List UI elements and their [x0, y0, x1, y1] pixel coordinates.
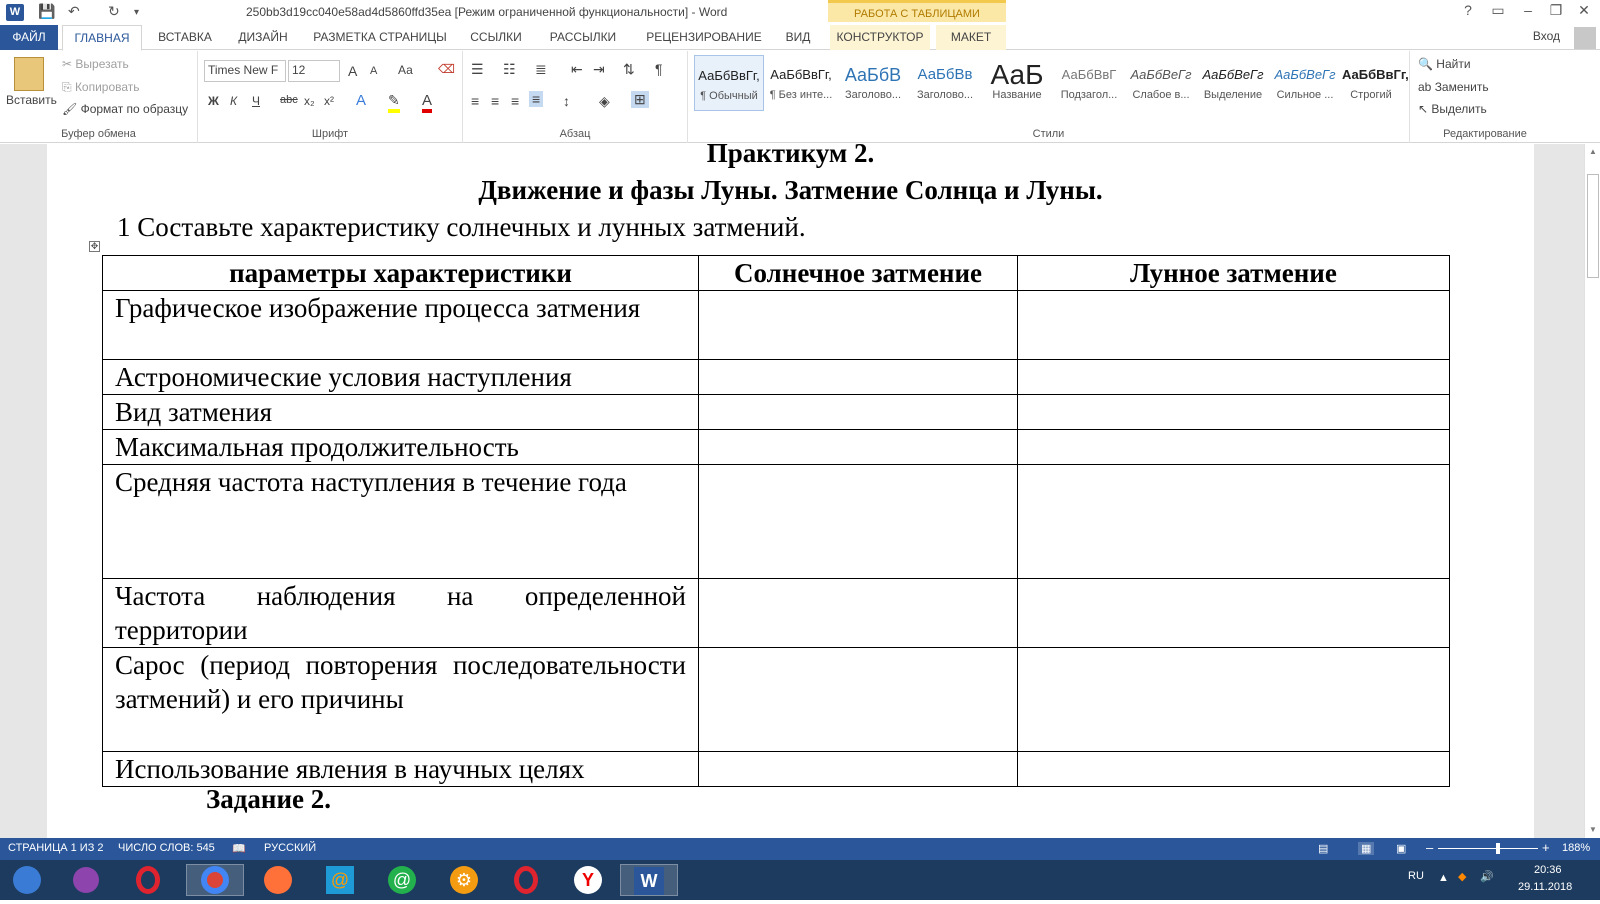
- increase-indent-icon[interactable]: ⇥: [593, 61, 605, 77]
- tray-app-icon[interactable]: ◆: [1458, 871, 1467, 883]
- yandex-browser-icon[interactable]: Y: [564, 864, 612, 896]
- table-row: [103, 465, 1450, 579]
- strikethrough-button[interactable]: abc: [280, 94, 298, 106]
- solar-cell[interactable]: [699, 360, 1018, 395]
- minimize-button[interactable]: –: [1524, 2, 1532, 18]
- paragraph-group: [463, 51, 688, 143]
- lunar-cell[interactable]: [1018, 648, 1450, 752]
- style-sample: АаБбВвГг,: [1342, 67, 1409, 82]
- sign-in-link[interactable]: Вход: [1532, 29, 1560, 43]
- italic-button[interactable]: К: [230, 94, 238, 108]
- page-count[interactable]: СТРАНИЦА 1 ИЗ 2: [8, 842, 104, 854]
- style-name: Выделение: [1203, 89, 1263, 101]
- scroll-up-icon[interactable]: ▲: [1589, 147, 1597, 156]
- solar-cell[interactable]: [699, 395, 1018, 430]
- solar-cell[interactable]: [699, 752, 1018, 787]
- select-label: Выделить: [1431, 102, 1487, 116]
- multilevel-list-icon[interactable]: ≣: [535, 61, 547, 77]
- status-bar: [0, 838, 1600, 860]
- font-group: [198, 51, 463, 143]
- font-size-select[interactable]: 12: [288, 60, 340, 82]
- style-sample: АаБбВв: [917, 66, 973, 83]
- table-row: [103, 648, 1450, 752]
- header-solar[interactable]: Солнечное затмение: [699, 256, 1018, 291]
- input-language[interactable]: RU: [1408, 870, 1424, 882]
- table-row: [103, 360, 1450, 395]
- close-button[interactable]: ✕: [1578, 2, 1590, 18]
- editing-group: [1410, 51, 1560, 143]
- style-name: Слабое в...: [1132, 89, 1190, 101]
- vertical-scrollbar[interactable]: [1584, 144, 1600, 838]
- opera-icon[interactable]: [124, 864, 172, 896]
- mail-agent-icon[interactable]: @: [316, 864, 364, 896]
- row-label[interactable]: Сарос (период повторения последовательности затмений) и его причины: [103, 648, 699, 752]
- tab-table-design[interactable]: КОНСТРУКТОР: [830, 25, 930, 50]
- align-center-icon[interactable]: ≡: [491, 93, 500, 109]
- document-subtitle: Движение и фазы Луны. Затмение Солнца и Луны.: [478, 175, 1103, 205]
- select-button[interactable]: ↖ Выделить: [1418, 102, 1487, 116]
- document-title: Практикум 2.: [706, 138, 875, 168]
- style-name: Строгий: [1350, 89, 1392, 101]
- solar-cell[interactable]: [699, 291, 1018, 360]
- font-group-label: Шрифт: [311, 128, 349, 140]
- scroll-down-icon[interactable]: ▼: [1589, 825, 1597, 834]
- document-area: [0, 138, 1584, 838]
- task-2-heading: Задание 2.: [206, 784, 332, 814]
- style-sample: АаБбВеГг: [1130, 67, 1192, 82]
- table-move-handle[interactable]: ✥: [90, 241, 99, 251]
- cortana-mic-icon[interactable]: [62, 864, 110, 896]
- bullets-icon[interactable]: ☰: [471, 61, 484, 77]
- lunar-cell[interactable]: [1018, 752, 1450, 787]
- clipboard-group-label: Буфер обмена: [61, 128, 136, 140]
- ribbon: [0, 51, 1600, 143]
- firefox-icon[interactable]: [254, 864, 302, 896]
- style-sample: АаБбВвГг,: [770, 67, 832, 82]
- print-layout-icon[interactable]: ▦: [1358, 842, 1374, 855]
- clear-format-icon[interactable]: ⌫: [438, 62, 455, 76]
- superscript-button[interactable]: x²: [324, 94, 334, 108]
- table-row: [103, 579, 1450, 648]
- format-painter-label: Формат по образцу: [80, 102, 189, 116]
- replace-button[interactable]: ab Заменить: [1418, 80, 1489, 94]
- style-heading-2[interactable]: [910, 55, 980, 111]
- tab-view[interactable]: ВИД: [785, 30, 811, 44]
- underline-button[interactable]: Ч: [252, 94, 260, 108]
- paragraph-group-label: Абзац: [559, 128, 591, 140]
- zoom-out-button[interactable]: –: [1426, 840, 1434, 855]
- table-row: [103, 395, 1450, 430]
- style-sample: АаБбВвГ: [1061, 67, 1117, 82]
- restore-button[interactable]: ❐: [1549, 2, 1563, 18]
- avatar[interactable]: [1574, 27, 1596, 49]
- shading-icon[interactable]: ◈: [599, 93, 610, 109]
- table-row: [103, 752, 1450, 787]
- style-sample: АаБ: [990, 59, 1044, 90]
- icq-icon[interactable]: @: [378, 864, 426, 896]
- lunar-cell[interactable]: [1018, 360, 1450, 395]
- copy-label: Копировать: [74, 80, 140, 94]
- copy-button[interactable]: ⎘ Копировать: [62, 80, 140, 94]
- justify-icon[interactable]: ≡: [529, 91, 543, 107]
- save-icon[interactable]: 💾: [38, 3, 56, 19]
- tab-references[interactable]: ССЫЛКИ: [470, 30, 522, 44]
- help-button[interactable]: ?: [1464, 2, 1472, 18]
- grow-font-button[interactable]: A: [348, 63, 358, 79]
- word-count[interactable]: ЧИСЛО СЛОВ: 545: [118, 842, 215, 854]
- align-left-icon[interactable]: ≡: [471, 93, 480, 109]
- row-label[interactable]: Использование явления в научных целях: [103, 752, 699, 787]
- scroll-thumb[interactable]: [1587, 174, 1599, 278]
- tab-insert[interactable]: ВСТАВКА: [158, 30, 212, 44]
- style-name: Сильное ...: [1276, 89, 1334, 101]
- language-indicator[interactable]: РУССКИЙ: [264, 842, 317, 854]
- customize-qat-icon[interactable]: ▾: [134, 7, 140, 18]
- tab-review[interactable]: РЕЦЕНЗИРОВАНИЕ: [646, 30, 762, 44]
- tray-expand-icon[interactable]: ▲: [1438, 872, 1449, 884]
- format-painter-button[interactable]: 🖌 Формат по образцу: [62, 102, 189, 116]
- styles-group: [688, 51, 1410, 143]
- proofing-icon[interactable]: 📖: [232, 843, 246, 855]
- show-marks-icon[interactable]: ¶: [655, 61, 663, 77]
- replace-label: Заменить: [1434, 80, 1489, 94]
- change-case-button[interactable]: Аа: [398, 63, 413, 77]
- style-name: Заголово...: [916, 89, 974, 101]
- table-row: [103, 430, 1450, 465]
- tab-design[interactable]: ДИЗАЙН: [238, 30, 288, 44]
- style-name: Подзагол...: [1060, 89, 1118, 101]
- cut-button[interactable]: ✂ Вырезать: [62, 57, 129, 71]
- row-label[interactable]: Частота наблюдения на определенной территории: [103, 579, 699, 648]
- sort-icon[interactable]: ⇅: [623, 61, 635, 77]
- text-effects-icon[interactable]: A: [356, 92, 367, 109]
- windows-taskbar: [0, 860, 1600, 900]
- clock-time[interactable]: 20:36: [1534, 864, 1562, 876]
- row-label[interactable]: Вид затмения: [103, 395, 699, 430]
- editing-group-label: Редактирование: [1443, 128, 1527, 140]
- style-subtle-emphasis[interactable]: [1126, 55, 1196, 111]
- line-spacing-icon[interactable]: ↕: [563, 93, 570, 109]
- window-title: 250bb3d19cc040e58ad4d5860ffd35ea [Режим ограниченной функциональности] - Word: [246, 5, 728, 19]
- document-page[interactable]: [47, 138, 1534, 838]
- style-emphasis[interactable]: [1198, 55, 1268, 111]
- subscript-button[interactable]: x₂: [304, 94, 315, 108]
- style-name: ¶ Без инте...: [769, 89, 833, 101]
- web-layout-icon[interactable]: ▣: [1396, 843, 1407, 855]
- word-taskbar-icon[interactable]: W: [620, 864, 678, 896]
- style-normal[interactable]: [694, 55, 764, 111]
- task-1-text: 1 Составьте характеристику солнечных и лунных затмений.: [117, 212, 806, 242]
- row-label[interactable]: Графическое изображение процесса затмения: [103, 291, 699, 360]
- highlight-icon[interactable]: ✎: [388, 92, 400, 113]
- tab-mailings[interactable]: РАССЫЛКИ: [549, 30, 617, 44]
- table-header-row: [103, 256, 1450, 291]
- solar-cell[interactable]: [699, 648, 1018, 752]
- tab-home[interactable]: ГЛАВНАЯ: [62, 25, 142, 51]
- tab-file[interactable]: ФАЙЛ: [0, 25, 58, 50]
- volume-icon[interactable]: 🔊: [1480, 871, 1494, 883]
- style-sample: АаБбВеГг: [1274, 67, 1336, 82]
- ribbon-display-button[interactable]: ▭: [1491, 2, 1505, 18]
- decrease-indent-icon[interactable]: ⇤: [571, 61, 583, 77]
- style-strong[interactable]: [1342, 55, 1409, 111]
- solar-cell[interactable]: [699, 465, 1018, 579]
- font-name-select[interactable]: Times New F: [204, 60, 286, 82]
- style-name: ¶ Обычный: [700, 90, 758, 102]
- style-sample: АаБбВвГг,: [698, 68, 760, 83]
- zoom-level[interactable]: 188%: [1562, 842, 1591, 854]
- header-parameters[interactable]: параметры характеристики: [103, 256, 699, 291]
- find-label: Найти: [1436, 57, 1471, 71]
- font-color-icon[interactable]: A: [422, 92, 432, 113]
- style-subtitle[interactable]: [1054, 55, 1124, 111]
- numbering-icon[interactable]: ☷: [503, 61, 516, 77]
- undo-icon[interactable]: ↶: [68, 3, 80, 19]
- table-row: [103, 291, 1450, 360]
- paste-button[interactable]: Вставить: [6, 93, 57, 107]
- style-title[interactable]: [982, 55, 1052, 111]
- table-tools-label: РАБОТА С ТАБЛИЦАМИ: [828, 0, 1006, 22]
- shrink-font-button[interactable]: A: [370, 65, 378, 77]
- zoom-slider-thumb[interactable]: [1496, 843, 1500, 854]
- solar-cell[interactable]: [699, 579, 1018, 648]
- style-name: Название: [992, 89, 1042, 101]
- style-intense-emphasis[interactable]: [1270, 55, 1340, 111]
- start-button[interactable]: [4, 864, 50, 896]
- bold-button[interactable]: Ж: [208, 94, 219, 108]
- header-lunar[interactable]: Лунное затмение: [1018, 256, 1450, 291]
- style-no-spacing[interactable]: [766, 55, 836, 111]
- tab-page-layout[interactable]: РАЗМЕТКА СТРАНИЦЫ: [313, 30, 447, 44]
- redo-icon[interactable]: ↻: [108, 3, 120, 19]
- opera-icon[interactable]: [502, 864, 550, 896]
- style-sample: АаБбВ: [844, 65, 902, 85]
- read-mode-icon[interactable]: ▤: [1318, 843, 1329, 855]
- style-name: Заголово...: [844, 89, 902, 101]
- ribbon-tabs: [0, 25, 1600, 50]
- styles-group-label: Стили: [1032, 128, 1065, 140]
- row-label[interactable]: Средняя частота наступления в течение года: [103, 465, 699, 579]
- chrome-icon[interactable]: [186, 864, 244, 896]
- align-right-icon[interactable]: ≡: [511, 93, 520, 109]
- lunar-cell[interactable]: [1018, 579, 1450, 648]
- tab-table-layout[interactable]: МАКЕТ: [936, 25, 1006, 50]
- row-label[interactable]: Максимальная продолжительность: [103, 430, 699, 465]
- lunar-cell[interactable]: [1018, 465, 1450, 579]
- windows-logo-icon: [13, 866, 41, 894]
- clipboard-group: [0, 51, 198, 143]
- title-bar: [0, 0, 1600, 25]
- lunar-cell[interactable]: [1018, 430, 1450, 465]
- clock-date[interactable]: 29.11.2018: [1518, 881, 1573, 893]
- borders-icon[interactable]: ⊞: [631, 91, 649, 108]
- paste-icon[interactable]: [14, 57, 44, 91]
- lunar-cell[interactable]: [1018, 395, 1450, 430]
- settings-app-icon[interactable]: ⚙: [440, 864, 488, 896]
- lunar-cell[interactable]: [1018, 291, 1450, 360]
- word-app-icon[interactable]: W: [6, 4, 24, 21]
- find-button[interactable]: 🔍 Найти: [1418, 57, 1471, 71]
- zoom-slider[interactable]: [1438, 848, 1538, 849]
- zoom-in-button[interactable]: +: [1542, 840, 1550, 855]
- style-heading-1[interactable]: [838, 55, 908, 111]
- style-sample: АаБбВеГг: [1202, 67, 1264, 82]
- eclipse-table[interactable]: [102, 255, 1450, 787]
- cut-label: Вырезать: [75, 57, 129, 71]
- solar-cell[interactable]: [699, 430, 1018, 465]
- row-label[interactable]: Астрономические условия наступления: [103, 360, 699, 395]
